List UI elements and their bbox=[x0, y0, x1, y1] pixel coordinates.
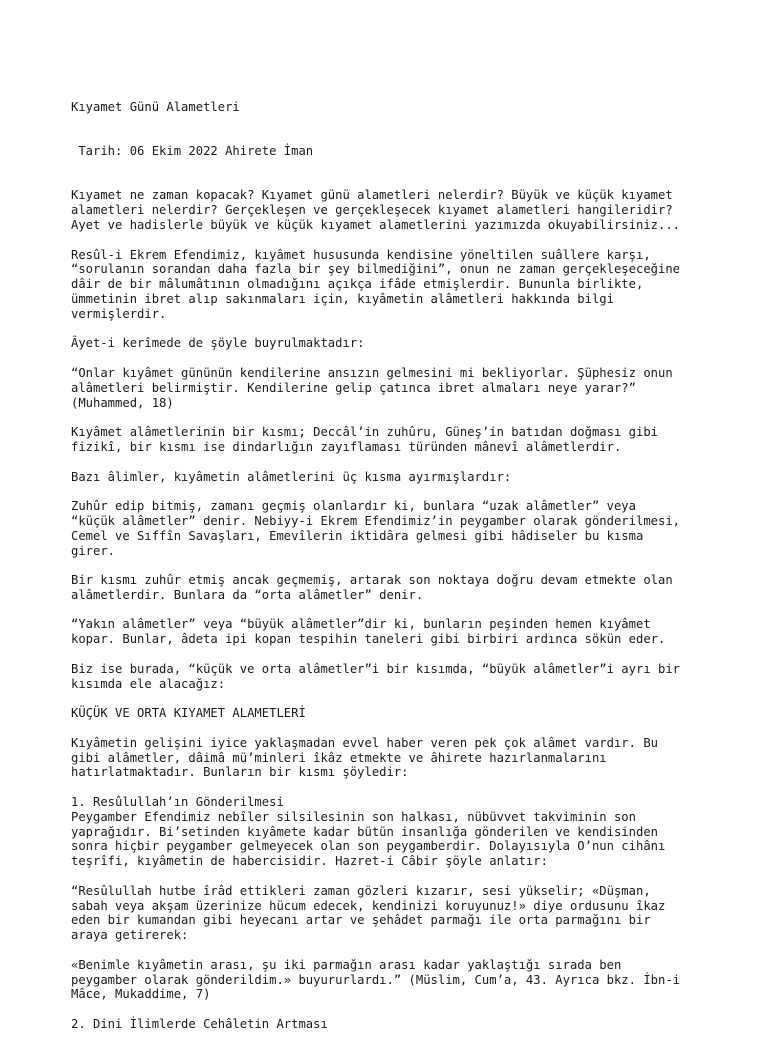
text-line: Kıyâmetin gelişini iyice yaklaşmadan evvel haber veren pek çok alâmet vardır. Bu bbox=[71, 735, 658, 750]
paragraph bbox=[71, 336, 711, 351]
text-line: gibi alâmetler, dâimâ mü’minleri îkâz etmekte ve âhirete hazırlanmalarını bbox=[71, 750, 607, 765]
paragraph bbox=[71, 470, 711, 485]
text-line: kopar. Bunlar, âdeta ipi kopan tespihin taneleri gibi birbiri ardınca sökün eder. bbox=[71, 632, 666, 647]
text-line: Ayet ve hadislerle büyük ve küçük kıyamet alametlerini yazımızda okuyabilirsiniz... bbox=[71, 217, 681, 232]
text-line: Peygamber Efendimiz nebîler silsilesinin son halkası, nübüvvet takviminin son bbox=[71, 809, 636, 824]
text-line: «Benimle kıyâmetin arası, şu iki parmağın arası kadar yaklaştığı sırada ben bbox=[71, 957, 622, 972]
document-title: Kıyamet Günü Alametleri bbox=[71, 99, 240, 114]
text-line: eden bir kumandan gibi heyecanı artar ve şehâdet parmağı ile orta parmağını bir bbox=[71, 913, 651, 928]
paragraph bbox=[71, 425, 711, 455]
text-line: Bazı âlimler, kıyâmetin alâmetlerini üç kısma ayırmışlardır: bbox=[71, 469, 512, 484]
text-line: “küçük alâmetler” denir. Nebiyy-i Ekrem Efendimiz’in peygamber olarak gönderilmesi, bbox=[71, 513, 681, 528]
text-line: alâmetlerdir. Bunlara da “orta alâmetler” denir. bbox=[71, 587, 424, 602]
text-line: Biz ise burada, “küçük ve orta alâmetler”i bir kısımda, “büyük alâmetler”i ayrı bir bbox=[71, 661, 681, 676]
paragraph bbox=[71, 736, 711, 780]
text-line: alametleri nelerdir? Gerçekleşen ve gerçekleşecek kıyamet alametleri hangileridir? bbox=[71, 203, 673, 218]
text-line: dâir de bir mâlumâtının olmadığını açıkça ifâde etmişlerdir. Bununla birlikte, bbox=[71, 277, 644, 292]
text-line: 1. Resûlullah’ın Gönderilmesi bbox=[71, 795, 284, 810]
text-line: Zuhûr edip bitmiş, zamanı geçmiş olanlardır ki, bunlara “uzak alâmetler” veya bbox=[71, 499, 636, 514]
document-meta: Tarih: 06 Ekim 2022 Ahirete İman bbox=[71, 143, 314, 158]
text-line: araya getirerek: bbox=[71, 928, 189, 943]
text-line: fizikî, bir kısmı ise dindarlığın zayıflaması türünden mânevî alâmetlerdir. bbox=[71, 439, 622, 454]
text-line: Mâce, Mukaddime, 7) bbox=[71, 987, 211, 1002]
text-line: Kıyamet ne zaman kopacak? Kıyamet günü alametleri nelerdir? Büyük ve küçük kıyamet bbox=[71, 188, 673, 203]
paragraph bbox=[71, 617, 711, 647]
text-line: kısımda ele alacağız: bbox=[71, 676, 226, 691]
text-line: Resûl-i Ekrem Efendimiz, kıyâmet hususunda kendisine yöneltilen suâllere karşı, bbox=[71, 247, 651, 262]
paragraph bbox=[71, 662, 711, 692]
text-line: Kıyâmet alâmetlerinin bir kısmı; Deccâl’in zuhûru, Güneş’in batıdan doğması gibi bbox=[71, 425, 658, 440]
text-line: ümmetinin ibret alıp sakınmaları için, kıyâmetin alâmetleri hakkında bilgi bbox=[71, 291, 614, 306]
text-line: sonra hiçbir peygamber gelmeyecek olan son peygamberdir. Dolayısıyla O’nun cihânı bbox=[71, 839, 666, 854]
text-line: girer. bbox=[71, 543, 116, 558]
text-line: Bir kısmı zuhûr etmiş ancak geçmemiş, artarak son noktaya doğru devam etmekte olan bbox=[71, 573, 673, 588]
text-line: Cemel ve Sıffîn Savaşları, Emevîlerin iktidâra gelmesi gibi hâdiseler bu kısma bbox=[71, 528, 644, 543]
text-line: “Resûlullah hutbe îrâd ettikleri zaman gözleri kızarır, sesi yükselir; «Düşman, bbox=[71, 883, 651, 898]
text-line: KÜÇÜK VE ORTA KIYAMET ALAMETLERİ bbox=[71, 706, 306, 721]
paragraph bbox=[71, 248, 711, 322]
paragraph bbox=[71, 1017, 711, 1032]
paragraph bbox=[71, 188, 711, 232]
paragraph bbox=[71, 795, 711, 869]
paragraph-list bbox=[71, 188, 711, 1031]
text-line: Âyet-i kerîmede de şöyle buyrulmaktadır: bbox=[71, 336, 365, 351]
text-line: 2. Dini İlimlerde Cehâletin Artması bbox=[71, 1017, 328, 1031]
text-line: “Yakın alâmetler” veya “büyük alâmetler”dir ki, bunların peşinden hemen kıyâmet bbox=[71, 617, 651, 632]
text-line: “sorulanın sorandan daha fazla bir şey bilmediğini”, onun ne zaman gerçekleşeceğine bbox=[71, 262, 681, 277]
text-line: yaprağıdır. Bi’setinden kıyâmete kadar bütün insanlığa gönderilen ve kendisinden bbox=[71, 824, 658, 839]
text-line: “Onlar kıyâmet gününün kendilerine ansızın gelmesini mi bekliyorlar. Şüphesiz onun bbox=[71, 365, 673, 380]
paragraph bbox=[71, 366, 711, 410]
text-line: sabah veya akşam üzerinize hücum edecek, kendinizi koruyunuz!» diye ordusunu îkaz bbox=[71, 898, 666, 913]
paragraph bbox=[71, 884, 711, 943]
text-line: alâmetleri belirmiştir. Kendilerine gelip çatınca ibret almaları neye yarar?” bbox=[71, 380, 636, 395]
paragraph bbox=[71, 958, 711, 1002]
paragraph bbox=[71, 706, 711, 721]
text-line: (Muhammed, 18) bbox=[71, 395, 174, 410]
text-line: vermişlerdir. bbox=[71, 306, 167, 321]
paragraph bbox=[71, 573, 711, 603]
text-line: peygamber olarak gönderildim.» buyururlardı.” (Müslim, Cum’a, 43. Ayrıca bkz. İbn-i bbox=[71, 972, 681, 987]
text-line: teşrîfi, kıyâmetin de habercisidir. Hazret-i Câbir şöyle anlatır: bbox=[71, 854, 548, 869]
paragraph bbox=[71, 499, 711, 558]
text-line: hatırlatmaktadır. Bunların bir kısmı şöyledir: bbox=[71, 765, 409, 780]
document-body bbox=[71, 70, 711, 1047]
